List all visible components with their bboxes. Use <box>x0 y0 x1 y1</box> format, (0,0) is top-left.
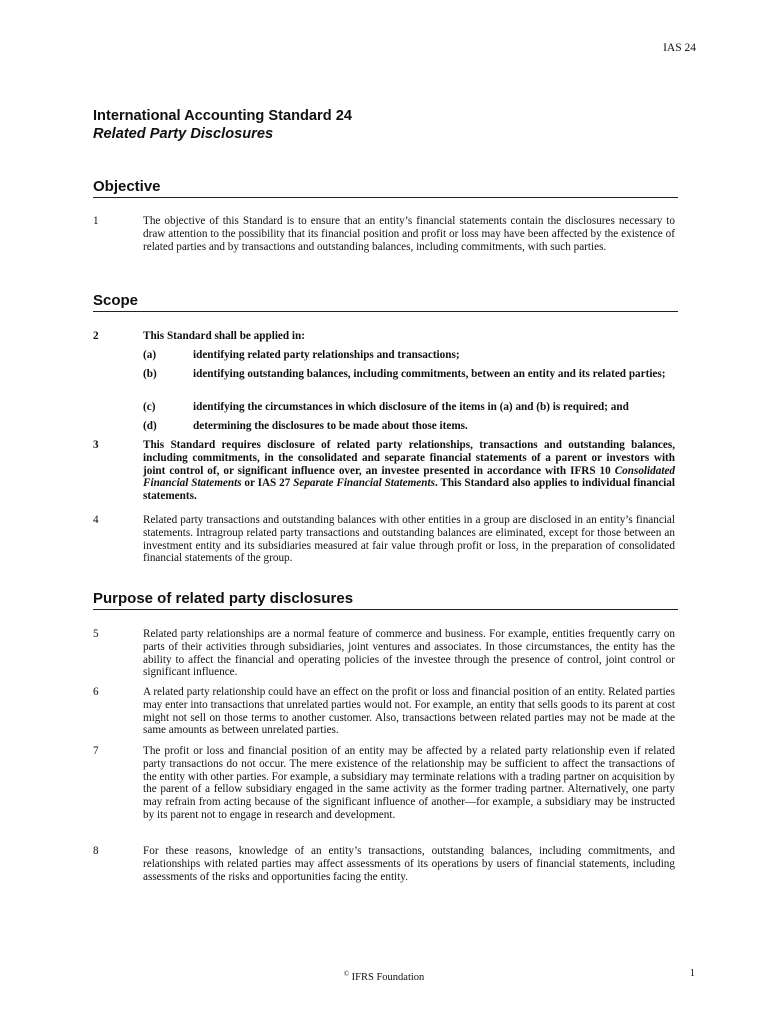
list-item-d <box>143 420 675 433</box>
paragraph-text: This Standard requires disclosure of related party relationships, transactions and outstanding balances, including commitments, in the consolidated and separate financial statements of a parent or investors with joint control of, or significant influence over, an investee presented in accordance with IFRS 10 Consolidated Financial Statements or IAS 27 Separate Financial Statements. This Standard also applies to individual financial statements. <box>143 439 675 503</box>
paragraph-number: 7 <box>93 745 99 757</box>
paragraph-text: A related party relationship could have an effect on the profit or loss and financial position of an entity. Related parties may enter into transactions that unrelated parties would not. For example, an entity that sells goods to its parent at cost might not sell on those terms to another customer. Also, transactions between related parties may not be made at the same amounts as between unrelated parties. <box>143 686 675 737</box>
paragraph-text: Related party relationships are a normal feature of commerce and business. For example, entities frequently carry on parts of their activities through subsidiaries, joint ventures and associates. In those circumstances, the entity has the ability to affect the financial and operating policies of the investee through the presence of control, joint control or significant influence. <box>143 628 675 679</box>
paragraph-text: The profit or loss and financial position of an entity may be affected by a related party relationship even if related party transactions do not occur. The mere existence of the relationship may be sufficient to affect the transactions of the entity with other parties. For example, a subsidiary may terminate relations with a trading partner on acquisition by the parent of a fellow subsidiary engaged in the same activity as the former trading partner. Alternatively, one party may refrain from acting because of the significant influence of another—for example, a subsidiary may be instructed by its parent not to engage in research and development. <box>143 745 675 821</box>
heading-purpose: Purpose of related party disclosures <box>93 590 678 610</box>
list-item-text: identifying outstanding balances, including commitments, between an entity and its related parties; <box>193 368 666 380</box>
paragraph-number: 6 <box>93 686 99 698</box>
paragraph-number: 4 <box>93 514 99 526</box>
paragraph-6 <box>93 686 675 737</box>
paragraph-5 <box>93 628 675 679</box>
list-item-a <box>143 349 675 362</box>
paragraph-number: 3 <box>93 439 99 451</box>
paragraph-number: 8 <box>93 845 99 857</box>
paragraph-7 <box>93 745 675 822</box>
paragraph-2 <box>93 330 675 343</box>
paragraph-8 <box>93 845 675 883</box>
paragraph-number: 2 <box>93 330 99 342</box>
cited-standard-title: Consolidated Financial Statements <box>143 464 675 490</box>
paragraph-4 <box>93 514 675 565</box>
paragraph-number: 1 <box>93 215 99 227</box>
copyright-symbol: © <box>343 970 350 978</box>
title-main: International Accounting Standard 24 <box>93 108 352 124</box>
list-item-text: identifying related party relationships and transactions; <box>193 349 460 361</box>
page-header-standard-ref: IAS 24 <box>663 42 696 54</box>
heading-scope: Scope <box>93 292 678 312</box>
list-item-b <box>143 368 675 381</box>
document-title <box>93 107 678 143</box>
paragraph-text: The objective of this Standard is to ensure that an entity’s financial statements contain the disclosures necessary to draw attention to the possibility that its financial position and profit or loss may have been affected by the existence of related parties and by transactions and outstanding balances, including commitments, with such parties. <box>143 215 675 253</box>
list-item-label: (c) <box>143 401 156 413</box>
paragraph-text: Related party transactions and outstanding balances with other entities in a group are disclosed in an entity’s financial statements. Intragroup related party transactions and outstanding balances are eliminated, except for those between an investment entity and its subsidiaries measured at fair value through profit or loss, in the preparation of consolidated financial statements of the group. <box>143 514 675 565</box>
list-item-label: (a) <box>143 349 157 361</box>
list-item-c <box>143 401 675 414</box>
paragraph-text: This Standard shall be applied in: <box>143 330 305 342</box>
paragraph-text: For these reasons, knowledge of an entity’s transactions, outstanding balances, including commitments, and relationships with related parties may affect assessments of its operations by users of financial statements, including assessments of the risks and opportunities facing the entity. <box>143 845 675 883</box>
footer-copyright <box>0 968 768 985</box>
title-sub: Related Party Disclosures <box>93 126 274 142</box>
paragraph-3 <box>93 439 675 503</box>
list-item-text: identifying the circumstances in which disclosure of the items in (a) and (b) is required; and <box>193 401 629 413</box>
footer-org: IFRS Foundation <box>351 972 425 983</box>
heading-objective: Objective <box>93 178 678 198</box>
list-item-text: determining the disclosures to be made about those items. <box>193 420 468 432</box>
footer-page-number: 1 <box>689 968 695 979</box>
paragraph-number: 5 <box>93 628 99 640</box>
list-item-label: (b) <box>143 368 157 380</box>
paragraph-1 <box>93 215 675 253</box>
cited-standard-title: Separate Financial Statements <box>293 477 435 490</box>
list-item-label: (d) <box>143 420 157 432</box>
